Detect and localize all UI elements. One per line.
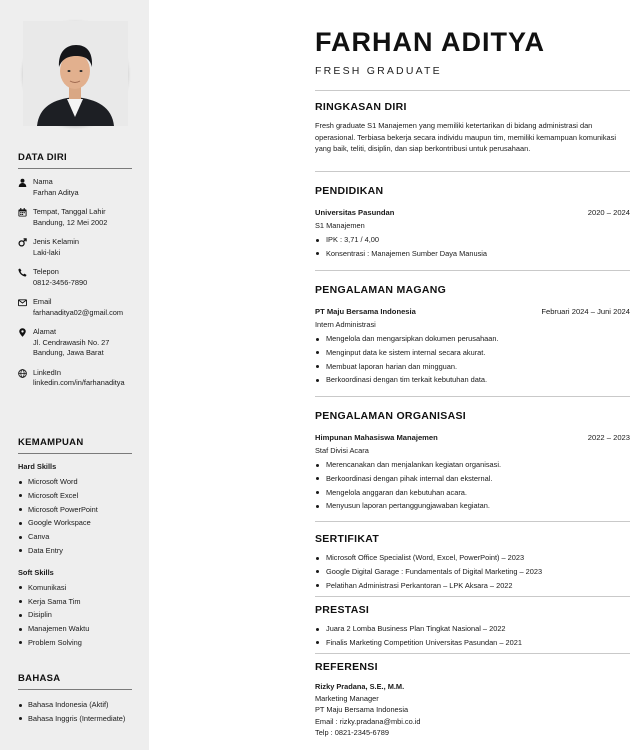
contact-jenis-kelamin [18,237,132,258]
organisasi-period: 2022 – 2023 [587,433,630,442]
sidebar [0,0,149,750]
ringkasan-section [315,101,630,155]
contact-label: Nama [33,177,53,186]
contact-value[interactable]: linkedin.com/in/farhanaditya [33,378,125,387]
prestasi-title: PRESTASI [315,604,370,616]
referee-phone: Telp : 0821-2345-6789 [315,728,389,737]
kemampuan-title: KEMAMPUAN [18,437,132,454]
hard-skills-title: Hard Skills [18,462,57,471]
contact-label: Tempat, Tanggal Lahir [33,207,106,216]
list-item: Komunikasi [18,581,132,595]
contact-alamat [18,327,132,359]
magang-period: Februari 2024 – Juni 2024 [541,307,630,316]
list-item: Canva [18,530,132,544]
sertifikat-list [315,551,630,592]
list-item: Mengelola dan mengarsipkan dokumen perusahaan. [315,332,630,346]
list-item: Google Digital Garage : Fundamentals of Digital Marketing – 2023 [315,565,630,579]
organisasi-list [315,458,630,513]
soft-skills-title: Soft Skills [18,567,54,577]
soft-skills-list [18,581,132,650]
section-divider [315,596,630,597]
profile-photo-illustration [23,21,128,126]
contact-telepon [18,267,132,288]
contact-label: Email [33,297,52,306]
referee-name: Rizky Pradana, S.E., M.M. [315,682,405,691]
list-item: Microsoft PowerPoint [18,503,132,517]
list-item: Microsoft Excel [18,489,132,503]
prestasi-section [315,604,630,650]
organisasi-title: PENGALAMAN ORGANISASI [315,410,466,422]
organization-name: Himpunan Mahasiswa Manajemen [315,433,438,442]
list-item: Google Workspace [18,516,132,530]
list-item: Bahasa Indonesia (Aktif) [18,698,132,712]
list-item: Bahasa Inggris (Intermediate) [18,712,132,726]
person-icon [18,177,33,198]
contact-value-2: Bandung, Jawa Barat [33,348,104,357]
pendidikan-section [315,185,630,261]
section-divider [315,171,630,172]
ringkasan-title: RINGKASAN DIRI [315,101,407,113]
list-item: Kerja Sama Tim [18,595,132,609]
sertifikat-title: SERTIFIKAT [315,533,380,545]
contact-nama [18,177,132,198]
candidate-name: FARHAN ADITYA [315,27,546,57]
pendidikan-list [315,233,630,261]
calendar-icon [18,207,33,228]
magang-position: Intern Administrasi [315,320,376,329]
contact-value: Jl. Cendrawasih No. 27 [33,337,110,347]
contact-label: Telepon [33,267,59,276]
data-diri-section [18,152,132,398]
school-period: 2020 – 2024 [587,208,630,217]
referensi-title: REFERENSI [315,661,378,673]
kemampuan-section [18,437,132,650]
hard-skills-list [18,475,132,558]
bahasa-section [18,673,132,726]
list-item: Membuat laporan harian dan mingguan. [315,360,630,374]
school-name: Universitas Pasundan [315,208,395,217]
contact-ttl [18,207,132,228]
section-divider [315,521,630,522]
contact-label: Alamat [33,327,57,336]
contact-value: farhanaditya02@gmail.com [33,307,124,317]
main-content [149,0,630,750]
list-item: Menyusun laporan pertanggungjawaban kegiatan. [315,499,630,513]
section-divider [315,270,630,271]
contact-value: Bandung, 12 Mei 2002 [33,217,108,227]
list-item: Disiplin [18,608,132,622]
list-item: Pelatihan Administrasi Perkantoran – LPK Aksara – 2022 [315,579,630,593]
referee-company: PT Maju Bersama Indonesia [315,705,409,714]
pendidikan-title: PENDIDIKAN [315,185,384,197]
referee-email[interactable]: Email : rizky.pradana@mbi.co.id [315,716,421,726]
data-diri-title: DATA DIRI [18,152,132,169]
contact-value: 0812-3456-7890 [33,277,88,287]
list-item: Manajemen Waktu [18,622,132,636]
contact-value: Farhan Aditya [33,187,79,197]
contact-email [18,297,132,318]
phone-icon [18,267,33,288]
list-item: Data Entry [18,544,132,558]
sertifikat-section [315,533,630,592]
email-icon [18,297,33,318]
bahasa-title: BAHASA [18,673,132,690]
list-item: Finalis Marketing Competition Universitas Pasundan – 2021 [315,636,630,650]
section-divider [315,396,630,397]
referensi-section [315,661,630,739]
list-item: Berkoordinasi dengan tim terkait kebutuhan data. [315,373,630,387]
magang-title: PENGALAMAN MAGANG [315,284,447,296]
contact-label: LinkedIn [33,367,61,377]
section-divider [315,653,630,654]
list-item: Problem Solving [18,636,132,650]
degree: S1 Manajemen [315,221,365,230]
organisasi-section [315,410,630,513]
list-item: Konsentrasi : Manajemen Sumber Daya Manusia [315,247,630,261]
bahasa-list [18,698,132,726]
list-item: IPK : 3,71 / 4,00 [315,233,630,247]
contact-value: Laki-laki [33,247,61,257]
linkedin-icon [18,368,33,389]
header-divider [315,90,630,91]
profile-photo [23,21,128,126]
list-item: Merencanakan dan menjalankan kegiatan organisasi. [315,458,630,472]
contact-linkedin [18,368,132,389]
referee-position: Marketing Manager [315,693,379,703]
list-item: Mengelola anggaran dan kebutuhan acara. [315,486,630,500]
location-pin-icon [18,327,33,359]
organisasi-position: Staf Divisi Acara [315,446,369,455]
list-item: Juara 2 Lomba Business Plan Tingkat Nasional – 2022 [315,622,630,636]
list-item: Microsoft Word [18,475,132,489]
list-item: Berkoordinasi dengan pihak internal dan eksternal. [315,472,630,486]
company-name: PT Maju Bersama Indonesia [315,307,416,316]
contact-label: Jenis Kelamin [33,237,80,246]
male-gender-icon [18,237,33,258]
magang-list [315,332,630,387]
ringkasan-text: Fresh graduate S1 Manajemen yang memiliki ketertarikan di bidang administrasi dan operasional. Terbiasa bekerja secara individu maupun tim, memiliki kemampuan komunikasi yang baik, teliti, disiplin, dan siap berkontribusi untuk perusahaan. [315,121,616,153]
magang-section [315,284,630,387]
candidate-role: FRESH GRADUATE [315,65,442,77]
prestasi-list [315,622,630,650]
list-item: Menginput data ke sistem internal secara akurat. [315,346,630,360]
list-item: Microsoft Office Specialist (Word, Excel, PowerPoint) – 2023 [315,551,630,565]
